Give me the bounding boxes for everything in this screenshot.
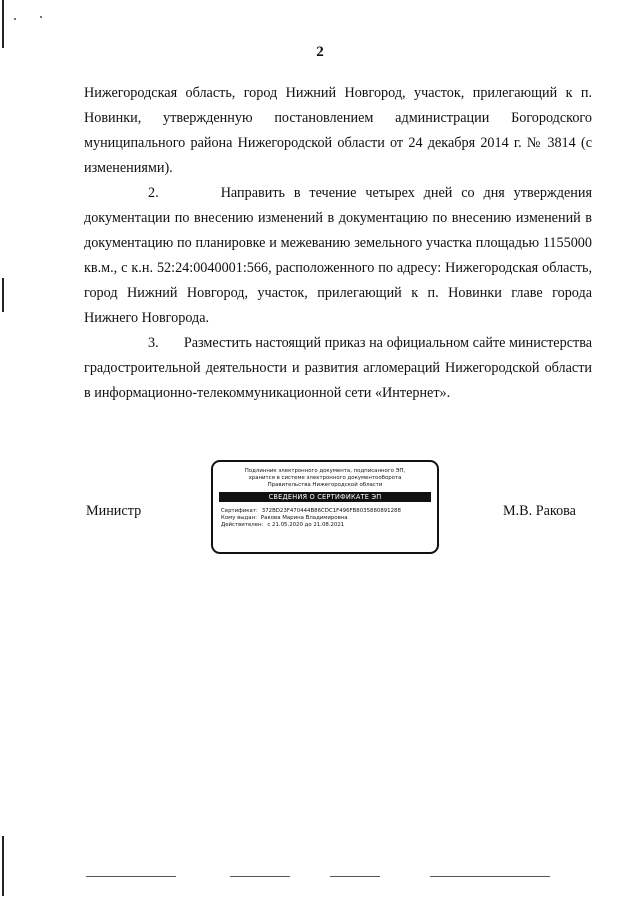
paragraph-text: Разместить настоящий приказ на официальном сайте министерства градостроительной деятельности и развития агломераций Нижегородской области в информационно-телекоммуникационной сети «Интернет». <box>84 335 593 401</box>
paragraph-number: 3. <box>148 335 159 351</box>
scan-margin-line <box>2 836 4 896</box>
stamp-issued-to-value: Ракова Марина Владимировна <box>260 515 348 521</box>
stamp-valid-value: с 21.05.2020 до 21.08.2021 <box>267 522 345 528</box>
paragraph-continued <box>84 81 592 181</box>
paragraph-item-2 <box>84 181 592 331</box>
stamp-certificate-label: Сертификат: <box>221 508 258 514</box>
stamp-details <box>213 502 437 529</box>
paragraph-item-3 <box>84 331 592 406</box>
stamp-certificate-row <box>221 508 437 515</box>
scan-margin-line <box>2 278 4 312</box>
electronic-signature-stamp <box>211 460 439 554</box>
stamp-header-line: хранится в системе электронного документооборота <box>248 475 402 481</box>
stamp-valid-label: Действителен: <box>221 522 264 528</box>
scan-bottom-line <box>430 876 550 877</box>
document-body <box>84 81 592 406</box>
stamp-certificate-band: СВЕДЕНИЯ О СЕРТИФИКАТЕ ЭП <box>219 492 431 502</box>
stamp-valid-row <box>221 522 437 529</box>
stamp-issued-to-label: Кому выдан: <box>221 515 257 521</box>
stamp-issued-to-row <box>221 515 437 522</box>
page-number: 2 <box>316 44 324 60</box>
signatory-title: Министр <box>86 503 142 519</box>
stamp-header <box>213 462 437 489</box>
scan-bottom-line <box>86 876 176 877</box>
scan-margin-line <box>2 0 4 48</box>
scan-speck <box>40 16 42 18</box>
stamp-certificate-value: 372BD23F470444B86CDC1F496FB8035880891288 <box>261 508 401 514</box>
stamp-header-line: Правительства Нижегородской области <box>267 482 383 488</box>
paragraph-text: Нижегородская область, город Нижний Новгород, участок, прилегающий к п. Новинки, утвержденную постановлением администрации Богородского муниципального района Нижегородской области от 24 декабря 2014 г. № 3814 (с изменениями). <box>84 85 592 176</box>
stamp-header-line: Подлинник электронного документа, подписанного ЭП, <box>244 468 406 474</box>
paragraph-text: Направить в течение четырех дней со дня утверждения документации по внесению изменений в документацию по внесению изменений в документацию по планировке и межеванию земельного участка площадью 1155000 кв.м., с к.н. 52:24:0040001:566, расположенного по адресу: Нижегородская область, город Нижний Новгород, участок, прилегающий к п. Новинки главе города Нижнего Новгорода. <box>84 185 593 326</box>
scan-bottom-line <box>330 876 380 877</box>
paragraph-number: 2. <box>148 185 159 201</box>
scan-bottom-line <box>230 876 290 877</box>
scan-speck <box>14 18 16 20</box>
signatory-name: М.В. Ракова <box>503 503 576 519</box>
